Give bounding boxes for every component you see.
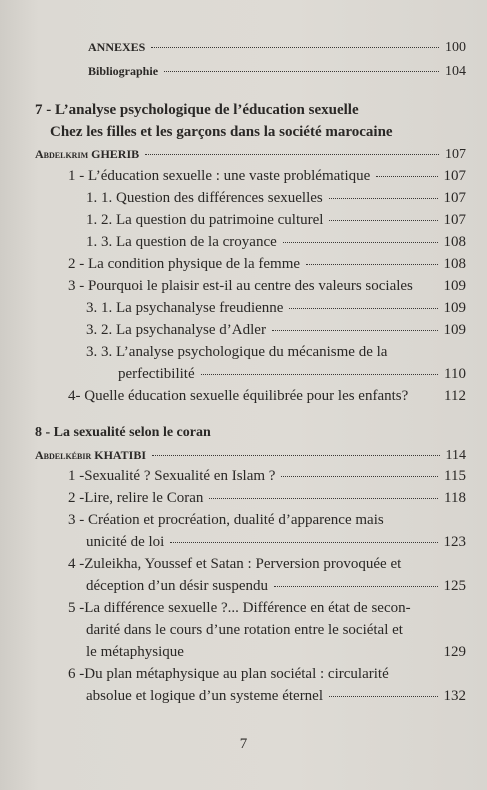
toc-page: 108 [443,234,466,250]
chapter-7-title-line1: 7 - L’analyse psychologique de l’éducation sexuelle [35,102,359,118]
toc-entry [68,468,466,485]
toc-label: 3. 2. La psychanalyse d’Adler [86,322,266,338]
chapter-7-author-entry [35,147,466,163]
toc-label: 1. 2. La question du patrimoine culturel [86,212,324,228]
toc-entry [68,256,466,273]
toc-entry-multiline-line1: 4 -Zuleikha, Youssef et Satan : Perversion provoquée et [68,556,402,572]
toc-entry-multiline-line1: 6 -Du plan métaphysique au plan sociétal : circularité [68,666,389,682]
toc-page: 112 [444,388,466,404]
toc-page: 104 [445,64,466,79]
chapter-8-author-entry [35,448,466,464]
toc-page: 107 [443,190,466,206]
toc-page: 107 [443,212,466,228]
toc-page: 108 [443,256,466,272]
toc-label: 1. 1. Question des différences sexuelles [86,190,323,206]
leader-dots [201,374,438,375]
toc-entry-bibliographie [88,64,466,80]
toc-page: 125 [443,578,466,594]
toc-page: 109 [443,278,466,294]
toc-page: 114 [445,448,466,463]
toc-entry [86,322,466,339]
toc-entry [68,490,466,507]
author-name: Abdelkrim GHERIB [35,147,140,161]
toc-page: 107 [443,168,466,184]
toc-label: le métaphysique [86,644,184,660]
toc-label: absolue et logique d’un systeme éternel [86,688,324,704]
toc-label: 1. 3. La question de la croyance [86,234,277,250]
toc-label: 1 -Sexualité ? Sexualité en Islam ? [68,468,276,484]
toc-label: déception d’un désir suspendu [86,578,269,594]
toc-entry [118,366,466,383]
toc-label: Bibliographie [88,64,159,78]
leader-dots [329,696,437,697]
toc-entry-multiline-line1: 5 -La différence sexuelle ?... Différence en état de secon- [68,600,411,616]
leader-dots [209,498,438,499]
toc-label: 3. 1. La psychanalyse freudienne [86,300,284,316]
toc-page: 109 [443,322,466,338]
toc-entry [86,688,466,705]
toc-entry [86,644,466,661]
leader-dots [145,154,439,155]
toc-label: ANNEXES [88,40,146,54]
toc-entry [68,388,466,405]
toc-entry-annexes [88,40,466,56]
toc-label: 1 - L’éducation sexuelle : une vaste problématique [68,168,371,184]
toc-label: unicité de loi [86,534,165,550]
toc-page: 123 [443,534,466,550]
chapter-8-title: 8 - La sexualité selon le coran [35,425,211,440]
toc-page: 118 [444,490,466,506]
toc-page: 100 [445,40,466,55]
toc-entry [86,300,466,317]
leader-dots [170,542,437,543]
leader-dots [376,176,437,177]
toc-page: 109 [443,300,466,316]
leader-dots [164,71,439,72]
author-name: Abdelkébir KHATIBI [35,448,147,462]
toc-entry [86,578,466,595]
leader-dots [329,220,437,221]
toc-entry [86,212,466,229]
toc-entry-multiline-line1: 3 - Création et procréation, dualité d’apparence mais [68,512,384,528]
toc-entry [86,190,466,207]
toc-page: 129 [443,644,466,660]
chapter-7-title-line2: Chez les filles et les garçons dans la société marocaine [50,124,393,140]
leader-dots [283,242,438,243]
toc-entry [68,168,466,185]
toc-entry [86,534,466,551]
toc-label: 4- Quelle éducation sexuelle équilibrée pour les enfants? [68,388,409,404]
page-number: 7 [239,736,248,752]
leader-dots [152,455,439,456]
toc-page: 115 [444,468,466,484]
toc-entry [86,234,466,251]
toc-entry-multiline-line1: 3. 3. L’analyse psychologique du mécanisme de la [86,344,388,360]
toc-entry [68,278,466,295]
toc-page: 110 [444,366,466,382]
toc-label: 2 - La condition physique de la femme [68,256,301,272]
toc-label: 2 -Lire, relire le Coran [68,490,204,506]
toc-label: 3 - Pourquoi le plaisir est-il au centre des valeurs sociales [68,278,413,294]
toc-page: 107 [445,147,466,162]
toc-label: perfectibilité [118,366,195,382]
leader-dots [329,198,438,199]
leader-dots [281,476,438,477]
leader-dots [151,47,439,48]
leader-dots [274,586,437,587]
toc-entry-multiline-line2: darité dans le cours d’une rotation entre le sociétal et [86,622,403,638]
leader-dots [272,330,438,331]
leader-dots [306,264,437,265]
leader-dots [289,308,437,309]
toc-page: 132 [443,688,466,704]
